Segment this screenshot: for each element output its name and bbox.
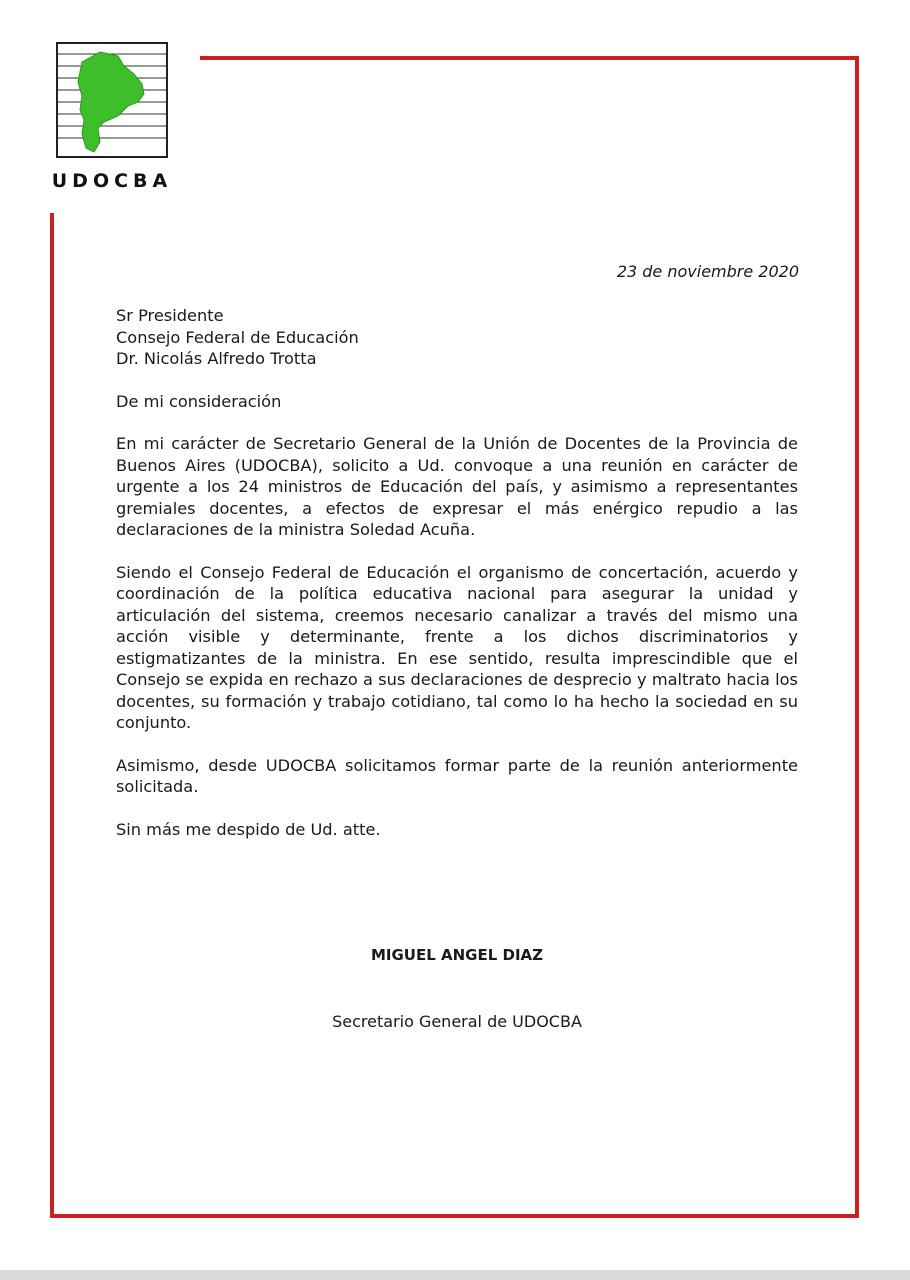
signer-title: Secretario General de UDOCBA bbox=[332, 1012, 582, 1031]
frame-bottom-border bbox=[50, 1214, 859, 1218]
letter-date: 23 de noviembre 2020 bbox=[616, 262, 799, 281]
frame-left-border bbox=[50, 213, 54, 1218]
frame-top-border bbox=[200, 56, 858, 60]
recipient-block bbox=[116, 305, 798, 370]
recipient-line: Dr. Nicolás Alfredo Trotta bbox=[116, 349, 317, 368]
letter-body bbox=[116, 305, 798, 840]
frame-right-border bbox=[855, 56, 859, 1218]
paragraph: En mi carácter de Secretario General de la Unión de Docentes de la Provincia de Buenos Aires (UDOCBA), solicito a Ud. convoque a una reunión en carácter de urgente a los 24 ministros de Educación del país, y asimismo a representantes gremiales docentes, a efectos de expresar el más enérgico repudio a las declaraciones de la ministra Soledad Acuña. bbox=[116, 434, 798, 539]
recipient-line: Sr Presidente bbox=[116, 306, 224, 325]
buenos-aires-province-map-icon bbox=[58, 44, 166, 156]
recipient-line: Consejo Federal de Educación bbox=[116, 327, 359, 347]
paragraph: Siendo el Consejo Federal de Educación el organismo de concertación, acuerdo y coordinación de la política educativa nacional para asegurar la unidad y articulación del sistema, creemos necesario canalizar a través del mismo una acción visible y determinante, frente a los dichos discriminatorios y estigmatizantes de la ministra. En ese sentido, resulta imprescindible que el Consejo se expida en rechazo a sus declaraciones de desprecio y maltrato hacia los docentes, su formación y trabajo cotidiano, tal como lo ha hecho la sociedad en su conjunto. bbox=[116, 562, 798, 732]
closing: Sin más me despido de Ud. atte. bbox=[116, 819, 381, 839]
signer-name: MIGUEL ANGEL DIAZ bbox=[370, 946, 544, 964]
paragraph: Asimismo, desde UDOCBA solicitamos formar parte de la reunión anteriormente solicitada. bbox=[116, 755, 798, 796]
bottom-strip bbox=[0, 1270, 910, 1280]
logo-text: UDOCBA bbox=[51, 170, 173, 192]
greeting: De mi consideración bbox=[116, 391, 282, 411]
udocba-logo bbox=[56, 42, 168, 158]
